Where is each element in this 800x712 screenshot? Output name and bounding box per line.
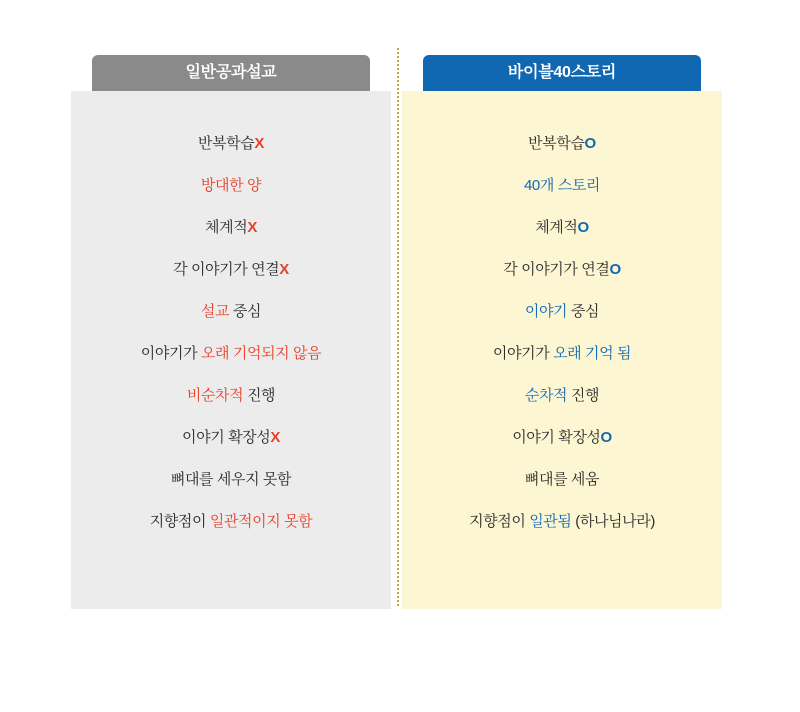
row-text-fragment: 각 이야기가 연결 bbox=[173, 261, 280, 278]
comparison-row bbox=[71, 291, 391, 333]
comparison-row bbox=[402, 249, 722, 291]
row-text-fragment: O bbox=[577, 219, 589, 236]
comparison-row bbox=[71, 417, 391, 459]
comparison-row bbox=[71, 333, 391, 375]
row-text-fragment: 비순차적 bbox=[186, 387, 244, 404]
row-text-fragment: 지향점이 bbox=[469, 513, 530, 530]
row-text-fragment: 이야기 bbox=[524, 303, 568, 320]
row-text-fragment: X bbox=[279, 261, 289, 278]
comparison-row bbox=[402, 207, 722, 249]
row-text-fragment: 진행 bbox=[243, 387, 276, 404]
row-text-fragment: 체계적 bbox=[535, 219, 578, 236]
comparison-row bbox=[71, 501, 391, 543]
column-divider bbox=[397, 48, 399, 606]
comparison-row bbox=[71, 165, 391, 207]
comparison-row bbox=[71, 459, 391, 501]
comparison-row bbox=[402, 459, 722, 501]
row-text-fragment: X bbox=[254, 135, 264, 152]
comparison-row bbox=[402, 123, 722, 165]
row-text-fragment: 일관됨 bbox=[529, 513, 572, 530]
row-text-fragment: 중심 bbox=[567, 303, 600, 320]
row-text-fragment: O bbox=[609, 261, 621, 278]
row-text-fragment: 이야기 확장성 bbox=[512, 429, 601, 446]
comparison-row bbox=[402, 291, 722, 333]
row-text-fragment: 각 이야기가 연결 bbox=[503, 261, 610, 278]
row-text-fragment: 오래 기억 됨 bbox=[553, 345, 632, 362]
comparison-row bbox=[71, 123, 391, 165]
row-text-fragment: O bbox=[584, 135, 596, 152]
row-text-fragment: (하나님나라) bbox=[571, 513, 655, 530]
row-text-fragment: 뼈대를 세우지 못함 bbox=[170, 471, 292, 488]
column-body-general-sermon bbox=[71, 91, 391, 609]
row-text-fragment: 반복학습 bbox=[528, 135, 585, 152]
comparison-row bbox=[71, 375, 391, 417]
row-text-fragment: 반복학습 bbox=[198, 135, 255, 152]
column-general-sermon bbox=[71, 55, 391, 609]
row-text-fragment: O bbox=[600, 429, 612, 446]
row-text-fragment: 오래 기억되지 않음 bbox=[200, 345, 322, 362]
column-header-bible40story: 바이블40스토리 bbox=[423, 55, 701, 91]
row-text-fragment: X bbox=[247, 219, 257, 236]
row-text-fragment: 이야기가 bbox=[140, 345, 201, 362]
column-bible40story bbox=[402, 55, 722, 609]
column-header-general-sermon: 일반공과설교 bbox=[92, 55, 370, 91]
comparison-row bbox=[402, 417, 722, 459]
row-text-fragment: 이야기가 bbox=[492, 345, 554, 362]
row-text-fragment: 지향점이 bbox=[149, 513, 210, 530]
row-text-fragment: 방대한 양 bbox=[200, 177, 262, 194]
row-text-fragment: 이야기 확장성 bbox=[182, 429, 271, 446]
comparison-row bbox=[71, 207, 391, 249]
comparison-row bbox=[71, 249, 391, 291]
row-text-fragment: 설교 bbox=[200, 303, 230, 320]
row-text-fragment: 진행 bbox=[567, 387, 600, 404]
row-text-fragment: 40개 스토리 bbox=[523, 177, 600, 194]
row-text-fragment: 순차적 bbox=[524, 387, 568, 404]
column-body-bible40story bbox=[402, 91, 722, 609]
row-text-fragment: 뼈대를 세움 bbox=[524, 471, 600, 488]
row-text-fragment: 체계적 bbox=[205, 219, 248, 236]
comparison-row bbox=[402, 375, 722, 417]
row-text-fragment: X bbox=[270, 429, 280, 446]
row-text-fragment: 중심 bbox=[229, 303, 262, 320]
comparison-row bbox=[402, 501, 722, 543]
comparison-row bbox=[402, 333, 722, 375]
comparison-row bbox=[402, 165, 722, 207]
row-text-fragment: 일관적이지 못함 bbox=[209, 513, 313, 530]
